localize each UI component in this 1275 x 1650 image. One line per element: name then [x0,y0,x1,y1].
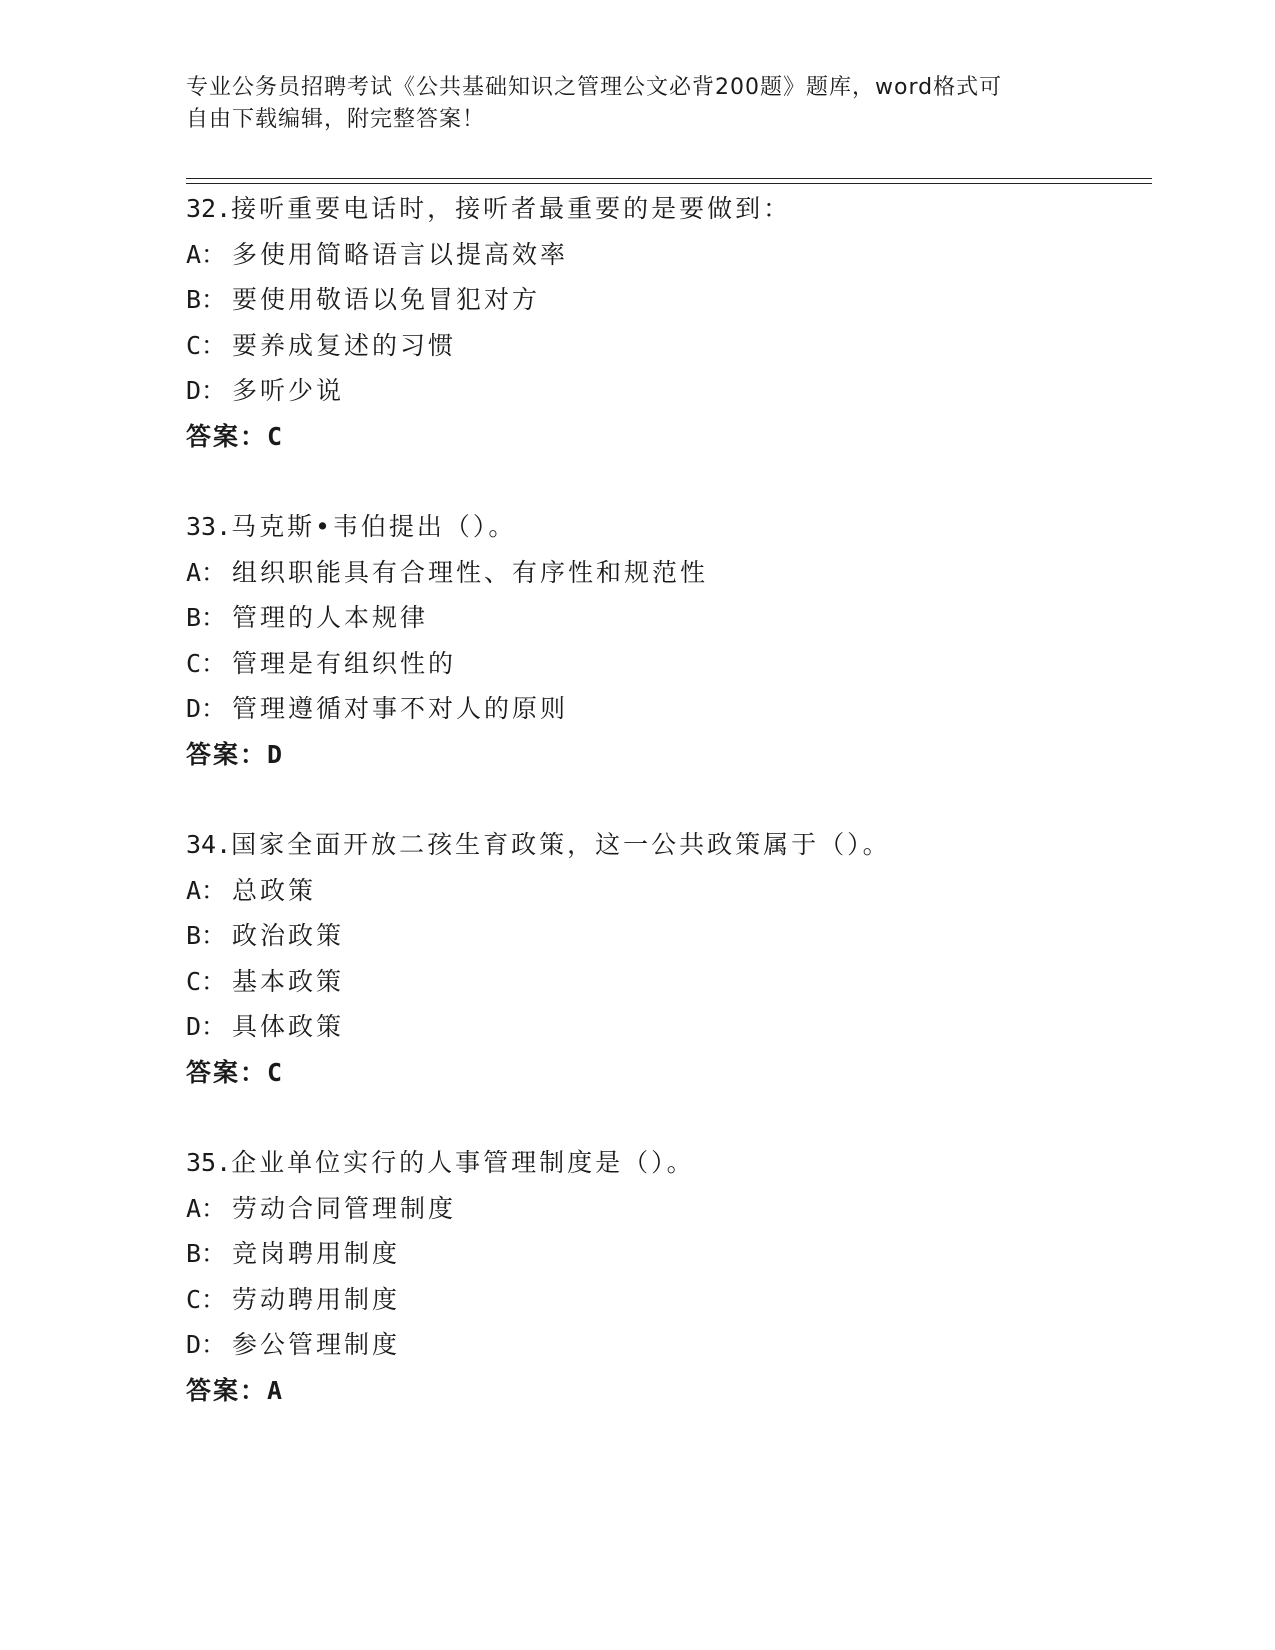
option-label: A： [186,875,227,905]
answer-label: 答案： [186,421,268,451]
option-b [186,595,1146,641]
document-header [186,72,1066,136]
option-label: A： [186,557,227,587]
option-d [186,1322,1146,1368]
option-label: B： [186,285,227,314]
option-text: 组织职能具有合理性、有序性和规范性 [232,557,709,587]
answer-value: D [267,739,284,769]
answer-value: C [267,421,284,451]
option-text: 管理遵循对事不对人的原则 [232,694,569,723]
option-d [186,1004,1146,1050]
option-label: C： [186,1284,227,1314]
option-text: 管理的人本规律 [232,603,429,632]
option-text: 多听少说 [232,376,345,405]
option-c [186,323,1146,369]
option-text: 劳动聘用制度 [232,1284,401,1314]
option-text: 基本政策 [232,966,345,996]
option-label: B： [186,921,227,950]
question-number: 33. [186,512,232,541]
question-stem [186,504,1146,550]
option-a [186,550,1146,596]
option-text: 要使用敬语以免冒犯对方 [232,285,541,314]
option-text: 劳动合同管理制度 [232,1193,457,1223]
option-text: 具体政策 [232,1012,345,1041]
question-stem [186,186,1146,232]
option-text: 参公管理制度 [232,1330,401,1359]
answer-label: 答案： [186,739,268,769]
option-label: C： [186,330,227,360]
option-c [186,1277,1146,1323]
option-c [186,641,1146,687]
option-label: C： [186,648,227,678]
option-label: C： [186,966,227,996]
option-c [186,959,1146,1005]
option-label: D： [186,1012,227,1041]
question-33 [186,504,1146,777]
option-b [186,277,1146,323]
answer-line [186,1368,1146,1414]
option-label: A： [186,1193,227,1223]
option-label: B： [186,1239,227,1268]
answer-line [186,732,1146,778]
option-label: D： [186,1330,227,1359]
question-stem [186,822,1146,868]
header-line-2: 自由下载编辑，附完整答案！ [186,107,486,132]
question-35 [186,1140,1146,1413]
question-stem [186,1140,1146,1186]
option-d [186,686,1146,732]
option-text: 要养成复述的习惯 [232,330,457,360]
answer-line [186,1050,1146,1096]
option-label: B： [186,603,227,632]
option-text: 政治政策 [232,921,345,950]
header-line-1: 专业公务员招聘考试《公共基础知识之管理公文必背200题》题库，word格式可 [186,75,1003,100]
question-text: 企业单位实行的人事管理制度是（）。 [231,1148,695,1177]
question-number: 34. [186,830,232,859]
option-a [186,232,1146,278]
question-text: 接听重要电话时，接听者最重要的是要做到： [231,194,792,223]
option-label: A： [186,239,227,269]
header-divider [186,178,1152,184]
question-text: 马克斯•韦伯提出（）。 [231,512,517,541]
option-label: D： [186,694,227,723]
question-text: 国家全面开放二孩生育政策，这一公共政策属于（）。 [231,830,891,859]
option-text: 总政策 [232,875,317,905]
option-a [186,868,1146,914]
question-34 [186,822,1146,1095]
question-number: 32. [186,194,232,223]
option-d [186,368,1146,414]
answer-value: A [267,1375,284,1405]
option-label: D： [186,376,227,405]
answer-line [186,414,1146,460]
option-a [186,1186,1146,1232]
option-b [186,913,1146,959]
answer-value: C [267,1057,284,1087]
question-number: 35. [186,1148,232,1177]
answer-label: 答案： [186,1375,268,1405]
option-text: 多使用简略语言以提高效率 [232,239,569,269]
question-list [186,186,1146,1458]
option-text: 管理是有组织性的 [232,648,457,678]
option-b [186,1231,1146,1277]
answer-label: 答案： [186,1057,268,1087]
option-text: 竞岗聘用制度 [232,1239,401,1268]
question-32 [186,186,1146,459]
